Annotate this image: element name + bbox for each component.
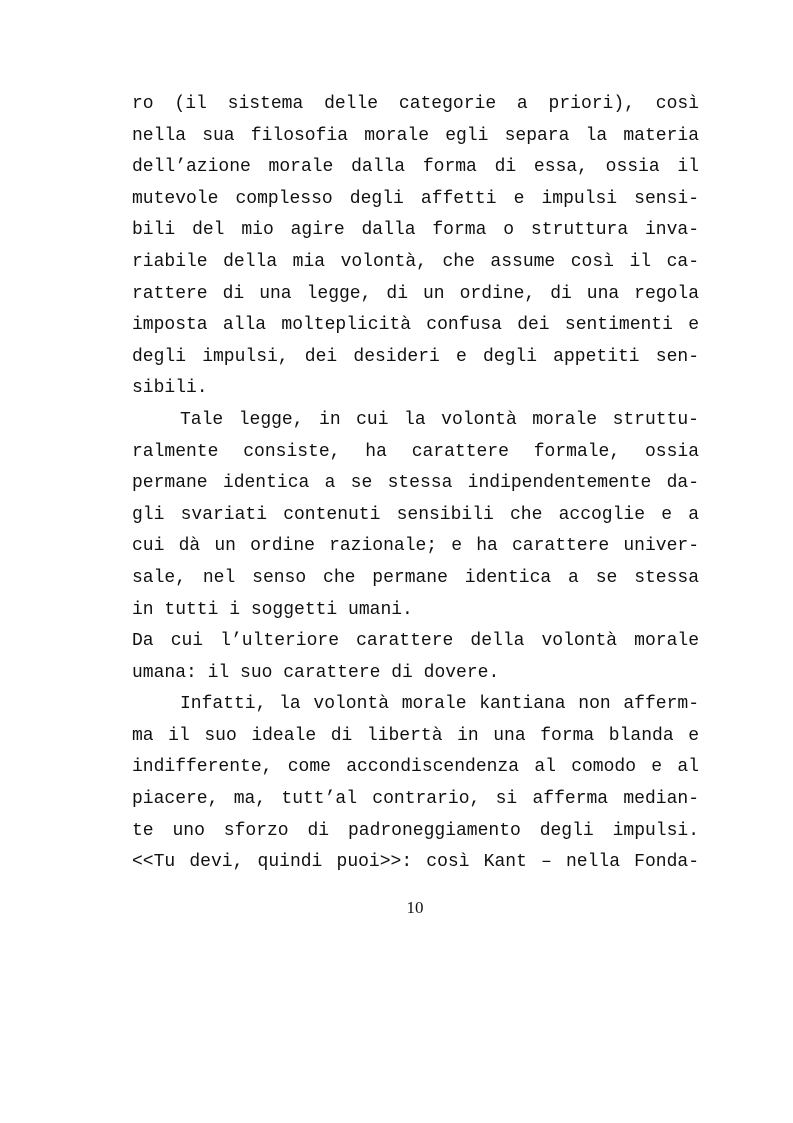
text-line: imposta alla molteplicità confusa dei sentimenti e [132,315,699,336]
text-line: Da cui l’ulteriore carattere della volontà morale [132,631,699,652]
text-line: umana: il suo carattere di dovere. [132,662,500,683]
text-line: dell’azione morale dalla forma di essa, ossia il [132,157,699,178]
text-line: permane identica a se stessa indipendentemente da- [132,473,699,494]
text-line: sale, nel senso che permane identica a se stessa [132,567,699,588]
text-line: riabile della mia volontà, che assume così il ca- [132,251,699,272]
text-line: cui dà un ordine razionale; e ha carattere univer- [132,536,699,557]
text-line: rattere di una legge, di un ordine, di una regola [132,283,699,304]
text-line: bili del mio agire dalla forma o struttura inva- [132,220,699,241]
text-line: Infatti, la volontà morale kantiana non afferm- [180,694,699,715]
body-text [132,89,699,879]
text-line: in tutti i soggetti umani. [132,599,413,620]
text-line: gli svariati contenuti sensibili che accoglie e a [132,504,699,525]
text-line: <<Tu devi, quindi puoi>>: così Kant – nella Fonda- [132,852,699,873]
text-line: ralmente consiste, ha carattere formale, ossia [132,441,699,462]
text-line: mutevole complesso degli affetti e impulsi sensi- [132,188,699,209]
text-line: indifferente, come accondiscendenza al comodo e al [132,757,699,778]
text-line: ma il suo ideale di libertà in una forma blanda e [132,725,699,746]
text-line: degli impulsi, dei desideri e degli appetiti sen- [132,346,699,367]
text-line: sibili. [132,378,208,399]
page-number: 10 [406,898,424,917]
text-line: nella sua filosofia morale egli separa la materia [132,125,699,146]
text-line: Tale legge, in cui la volontà morale struttu- [180,409,699,430]
text-line: piacere, ma, tutt’al contrario, si afferma median- [132,789,699,810]
text-line: te uno sforzo di padroneggiamento degli impulsi. [132,820,699,841]
text-line: ro (il sistema delle categorie a priori), così [132,94,699,114]
